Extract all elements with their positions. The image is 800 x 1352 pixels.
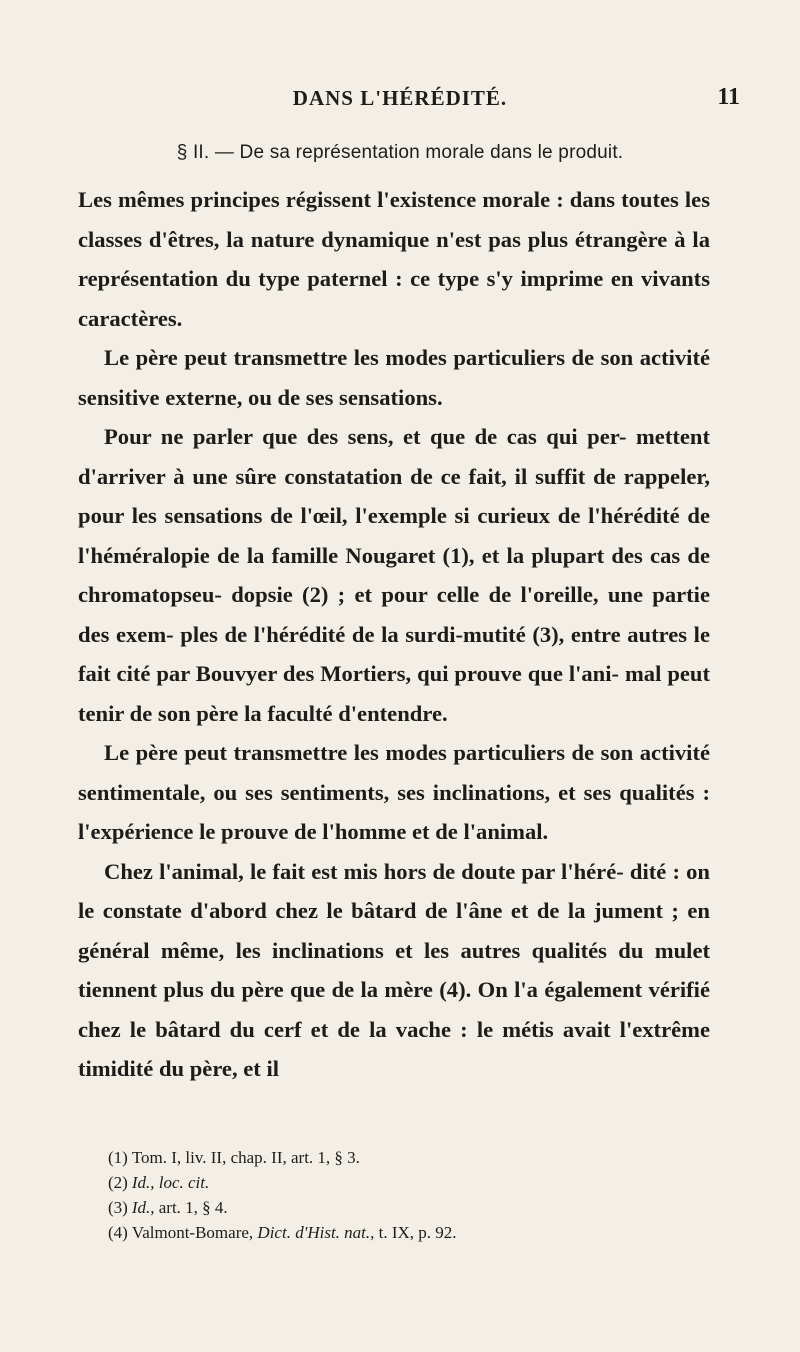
footnote-italic: Id., loc. cit. bbox=[131, 1173, 210, 1192]
body-text bbox=[78, 180, 710, 1089]
footnote-text: t. IX, p. 92. bbox=[374, 1223, 457, 1242]
page-number: 11 bbox=[717, 84, 740, 110]
paragraph: Le père peut transmettre les modes particuliers de son activité sentimentale, ou ses sentiments, ses inclinations, et ses qualités : l'expérience le prouve de l'homme et de l'animal. bbox=[78, 740, 710, 844]
footnote-number: (1) bbox=[108, 1148, 128, 1167]
footnote-text: Tom. I, liv. II, chap. II, art. 1, § 3. bbox=[131, 1148, 360, 1167]
running-head bbox=[60, 86, 740, 116]
paragraph: Le père peut transmettre les modes particuliers de son activité sensitive externe, ou de ses sensations. bbox=[78, 345, 710, 410]
footnote-text: art. 1, § 4. bbox=[154, 1198, 228, 1217]
footnote-number: (2) bbox=[108, 1173, 128, 1192]
paragraph: Pour ne parler que des sens, et que de cas qui per- mettent d'arriver à une sûre constatation de ce fait, il suffit de rappeler, pour les sensations de l'œil, l'exemple si curieux de l'hérédité de l'héméralopie de la famille Nougaret (1), et la plupart des cas de chromatopseu- dopsie (2) ; et pour celle de l'oreille, une partie des exem- ples de l'hérédité de la surdi-mutité (3), entre autres le fait cité par Bouvyer des Mortiers, qui prouve que l'ani- mal peut tenir de son père la faculté d'entendre. bbox=[78, 424, 710, 726]
footnote bbox=[108, 1170, 728, 1195]
footnote-text: Valmont-Bomare, bbox=[131, 1223, 258, 1242]
footnote bbox=[108, 1195, 728, 1220]
footnote-number: (3) bbox=[108, 1198, 128, 1217]
footnote-number: (4) bbox=[108, 1223, 128, 1242]
section-heading: § II. — De sa représentation morale dans le produit. bbox=[176, 142, 624, 163]
footnote bbox=[108, 1145, 728, 1170]
paragraph: Les mêmes principes régissent l'existence morale : dans toutes les classes d'êtres, la nature dynamique n'est pas plus étrangère à la représentation du type paternel : ce type s'y imprime en vivants caractères. bbox=[78, 187, 710, 331]
footnote bbox=[108, 1220, 728, 1245]
paragraph: Chez l'animal, le fait est mis hors de doute par l'héré- dité : on le constate d'abord chez le bâtard de l'âne et de la jument ; en général même, les inclinations et les autres qualités du mulet tiennent plus du père que de la mère (4). On l'a également vérifié chez le bâtard du cerf et de la vache : le métis avait l'extrême timidité du père, et il bbox=[78, 858, 710, 1081]
running-title: DANS L'HÉRÉDITÉ. bbox=[292, 86, 508, 110]
footnotes bbox=[108, 1145, 728, 1245]
footnote-italic: Id., bbox=[131, 1198, 155, 1217]
footnote-italic: Dict. d'Hist. nat., bbox=[257, 1223, 375, 1242]
